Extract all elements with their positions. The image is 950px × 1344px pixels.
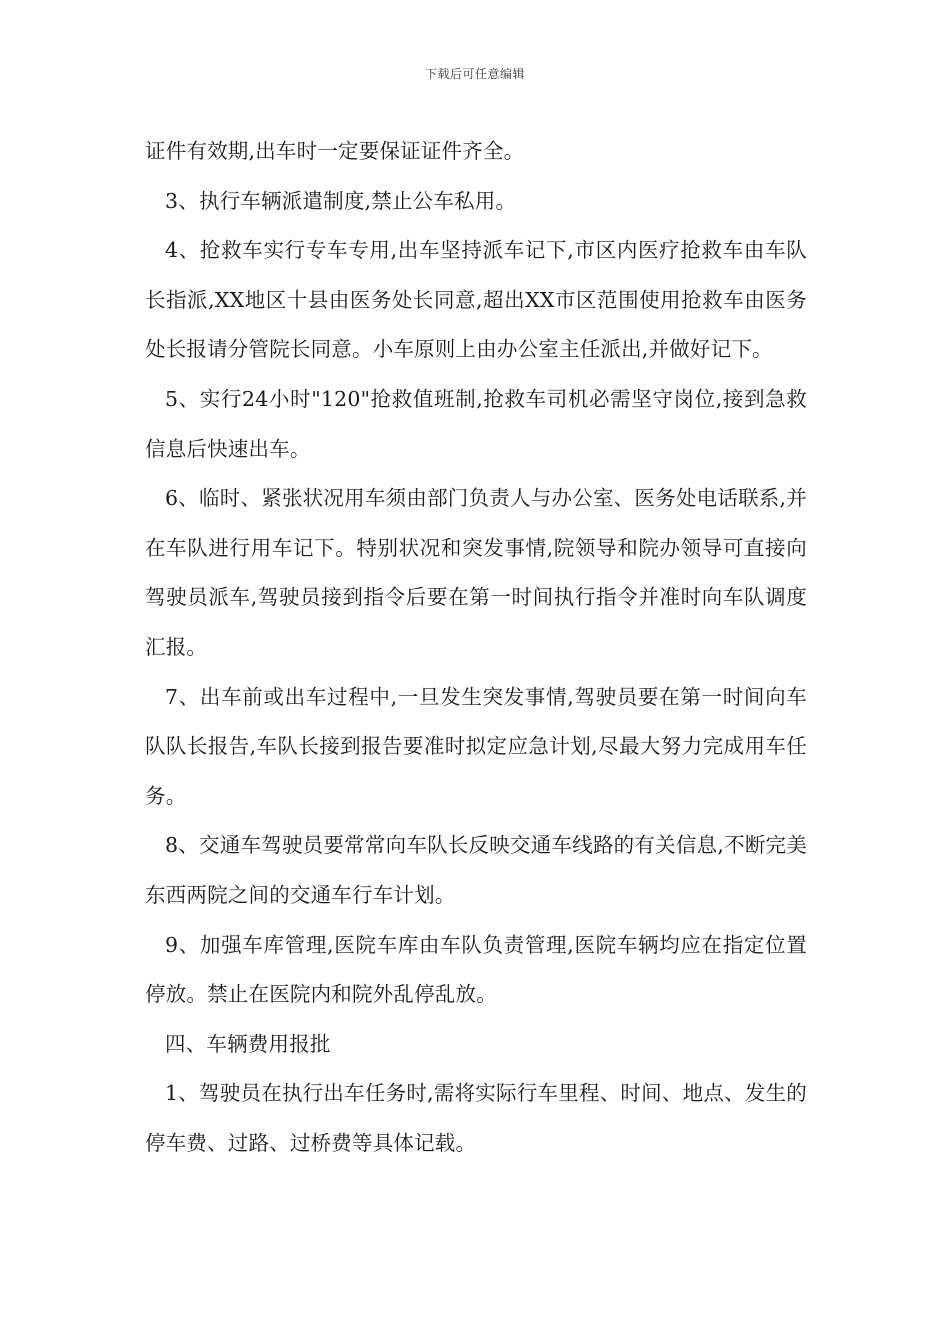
page-header: 下载后可任意编辑: [424, 67, 525, 81]
paragraph-item-5: 5、实行24小时"120"抢救值班制,抢救车司机必需坚守岗位,接到急救信息后快速出车。: [145, 386, 807, 461]
paragraph-item-9: 9、加强车库管理,医院车库由车队负责管理,医院车辆均应在指定位置停放。禁止在医院内和院外乱停乱放。: [145, 932, 807, 1007]
section-heading-4: 四、车辆费用报批: [165, 1031, 331, 1056]
paragraph-continuation: 证件有效期,出车时一定要保证证件齐全。: [145, 139, 525, 163]
paragraph-item-3: 3、执行车辆派遣制度,禁止公车私用。: [165, 188, 517, 213]
paragraph-item-7: 7、出车前或出车过程中,一旦发生突发事情,驾驶员要在第一时间向车队队长报告,车队长接到报告要准时拟定应急计划,尽最大努力完成用车任务。: [145, 684, 807, 808]
paragraph-section4-item-1: 1、驾驶员在执行出车任务时,需将实际行车里程、时间、地点、发生的停车费、过路、过桥费等具体记载。: [145, 1081, 807, 1155]
paragraph-item-6: 6、临时、紧张状况用车须由部门负责人与办公室、医务处电话联系,并在车队进行用车记下。特别状况和突发事情,院领导和院办领导可直接向驾驶员派车,驾驶员接到指令后要在第一时间执行指令并准时向车队调度汇报。: [145, 486, 807, 659]
paragraph-item-8: 8、交通车驾驶员要常常向车队长反映交通车线路的有关信息,不断完美东西两院之间的交通车行车计划。: [145, 833, 807, 907]
paragraph-item-4: 4、抢救车实行专车专用,出车坚持派车记下,市区内医疗抢救车由车队长指派,XX地区十县由医务处长同意,超出XX市区范围使用抢救车由医务处长报请分管院长同意。小车原则上由办公室主任派出,并做好记下。: [145, 238, 807, 362]
document-body: [145, 127, 807, 1168]
